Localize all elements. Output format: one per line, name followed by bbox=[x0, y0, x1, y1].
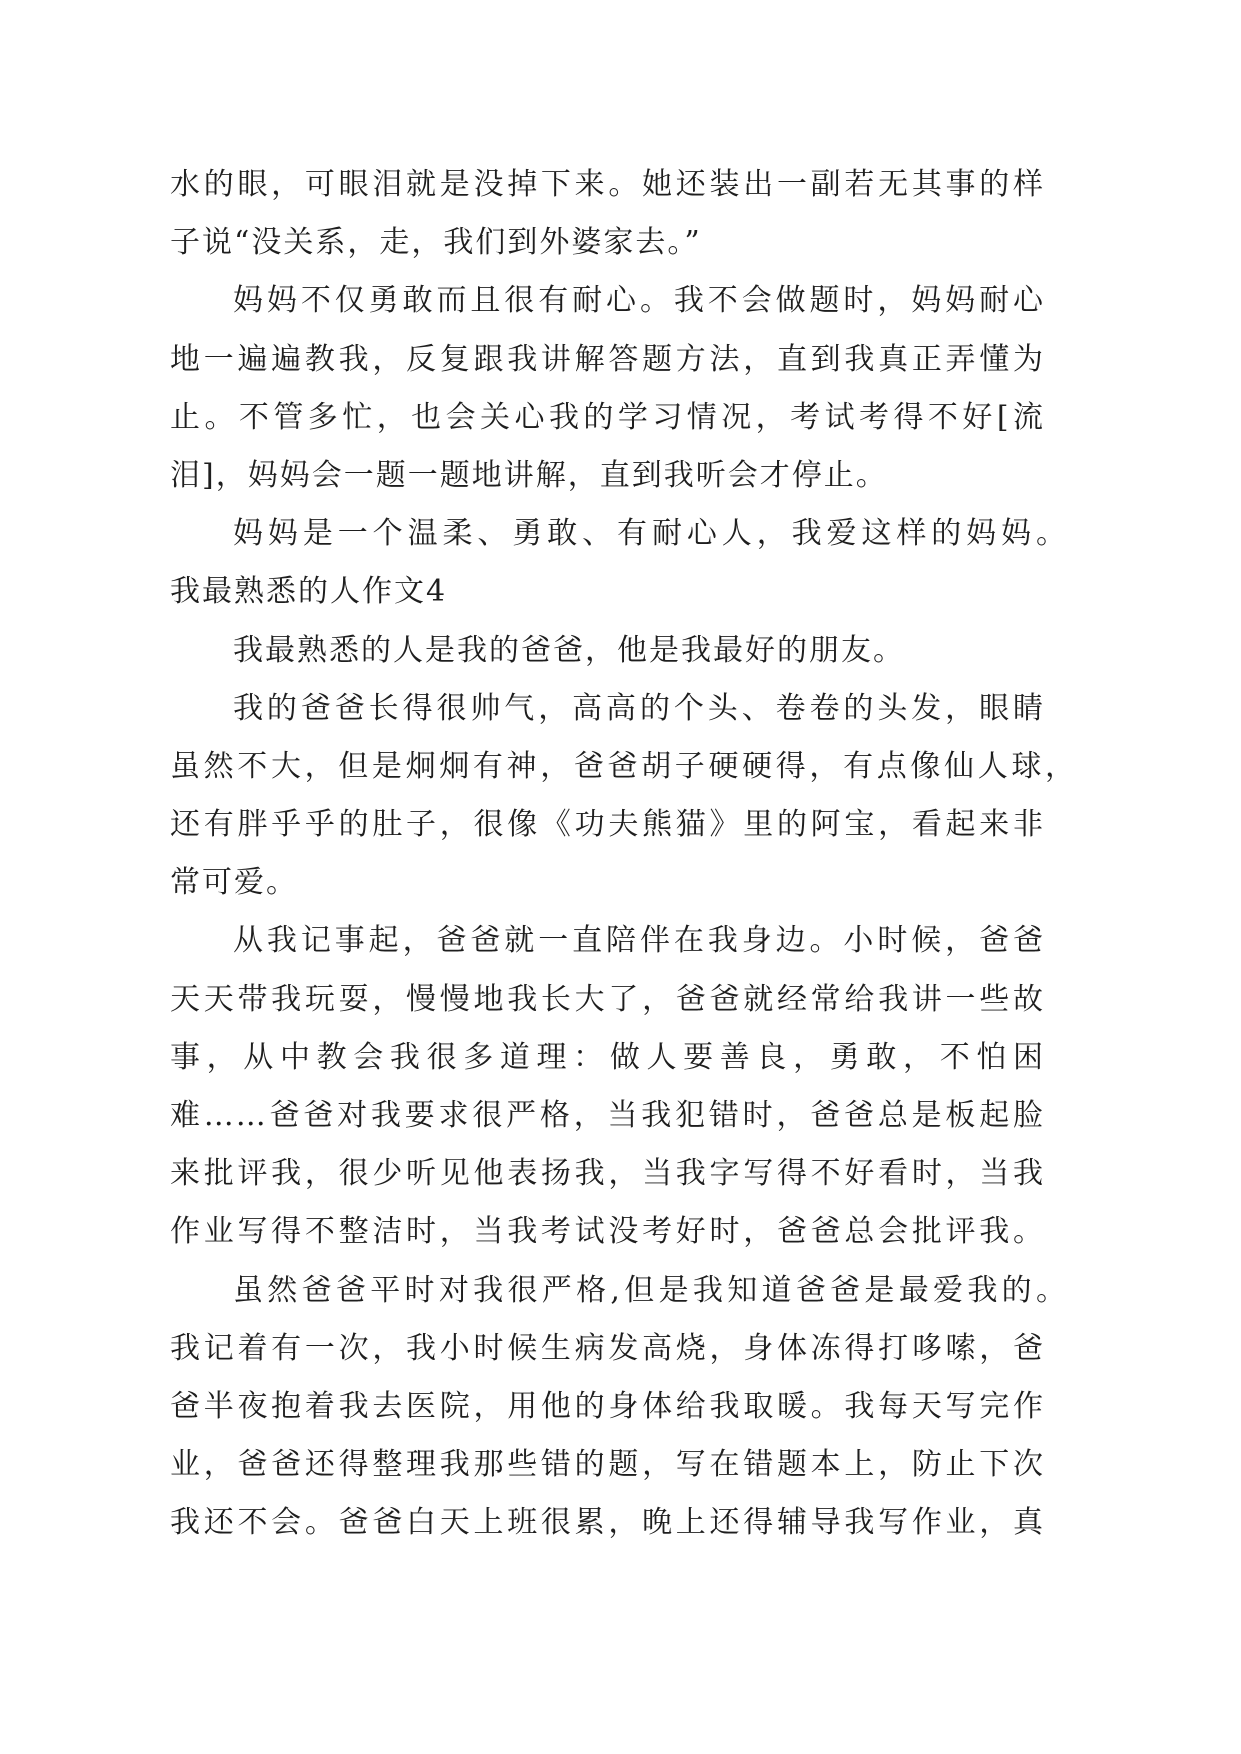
text-line: 爸半夜抱着我去医院，用他的身体给我取暖。我每天写完作 bbox=[170, 1388, 1045, 1424]
text-column bbox=[170, 156, 1077, 1553]
text-line: 业，爸爸还得整理我那些错的题，写在错题本上，防止下次 bbox=[170, 1447, 1045, 1483]
paragraph bbox=[170, 272, 1045, 505]
text-line: 作业写得不整洁时，当我考试没考好时，爸爸总会批评我。 bbox=[170, 1214, 1045, 1250]
text-line: 妈妈是一个温柔、勇敢、有耐心人，我爱这样的妈妈。 bbox=[233, 516, 1068, 552]
text-line: 事，从中教会我很多道理：做人要善良，勇敢，不怕困 bbox=[170, 1039, 1045, 1075]
text-line: 我还不会。爸爸白天上班很累，晚上还得辅导我写作业，真 bbox=[170, 1505, 1045, 1541]
text-line: 泪]，妈妈会一题一题地讲解，直到我听会才停止。 bbox=[170, 457, 888, 493]
text-line: 从我记事起，爸爸就一直陪伴在我身边。小时候，爸爸 bbox=[233, 923, 1045, 959]
text-line: 虽然不大，但是炯炯有神，爸爸胡子硬硬得，有点像仙人球， bbox=[170, 748, 1077, 784]
text-line: 子说“没关系，走，我们到外婆家去。” bbox=[170, 225, 702, 261]
paragraph bbox=[170, 912, 1045, 1261]
text-line: 天天带我玩耍，慢慢地我长大了，爸爸就经常给我讲一些故 bbox=[170, 981, 1045, 1017]
paragraph bbox=[170, 156, 1045, 272]
section-heading-block bbox=[170, 563, 1045, 621]
text-line: 来批评我，很少听见他表扬我，当我字写得不好看时，当我 bbox=[170, 1156, 1045, 1192]
paragraph bbox=[170, 680, 1077, 913]
section-heading: 我最熟悉的人作文4 bbox=[170, 574, 448, 610]
text-line: 妈妈不仅勇敢而且很有耐心。我不会做题时，妈妈耐心 bbox=[233, 283, 1045, 319]
text-line: 地一遍遍教我，反复跟我讲解答题方法，直到我真正弄懂为 bbox=[170, 341, 1045, 377]
paragraph bbox=[170, 1262, 1068, 1553]
text-line: 虽然爸爸平时对我很严格,但是我知道爸爸是最爱我的。 bbox=[233, 1272, 1068, 1308]
text-line: 常可爱。 bbox=[170, 865, 298, 901]
text-line: 水的眼，可眼泪就是没掉下来。她还装出一副若无其事的样 bbox=[170, 167, 1045, 202]
text-line: 我的爸爸长得很帅气，高高的个头、卷卷的头发，眼睛 bbox=[233, 690, 1045, 726]
text-line: 止。不管多忙，也会关心我的学习情况，考试考得不好[流 bbox=[170, 399, 1045, 435]
text-line: 我最熟悉的人是我的爸爸，他是我最好的朋友。 bbox=[233, 632, 905, 668]
text-line: 难……爸爸对我要求很严格，当我犯错时，爸爸总是板起脸 bbox=[170, 1098, 1045, 1133]
paragraph bbox=[170, 622, 1045, 680]
paragraph bbox=[170, 505, 1068, 563]
text-line: 我记着有一次，我小时候生病发高烧，身体冻得打哆嗦，爸 bbox=[170, 1330, 1045, 1366]
text-line: 还有胖乎乎的肚子，很像《功夫熊猫》里的阿宝，看起来非 bbox=[170, 807, 1045, 843]
